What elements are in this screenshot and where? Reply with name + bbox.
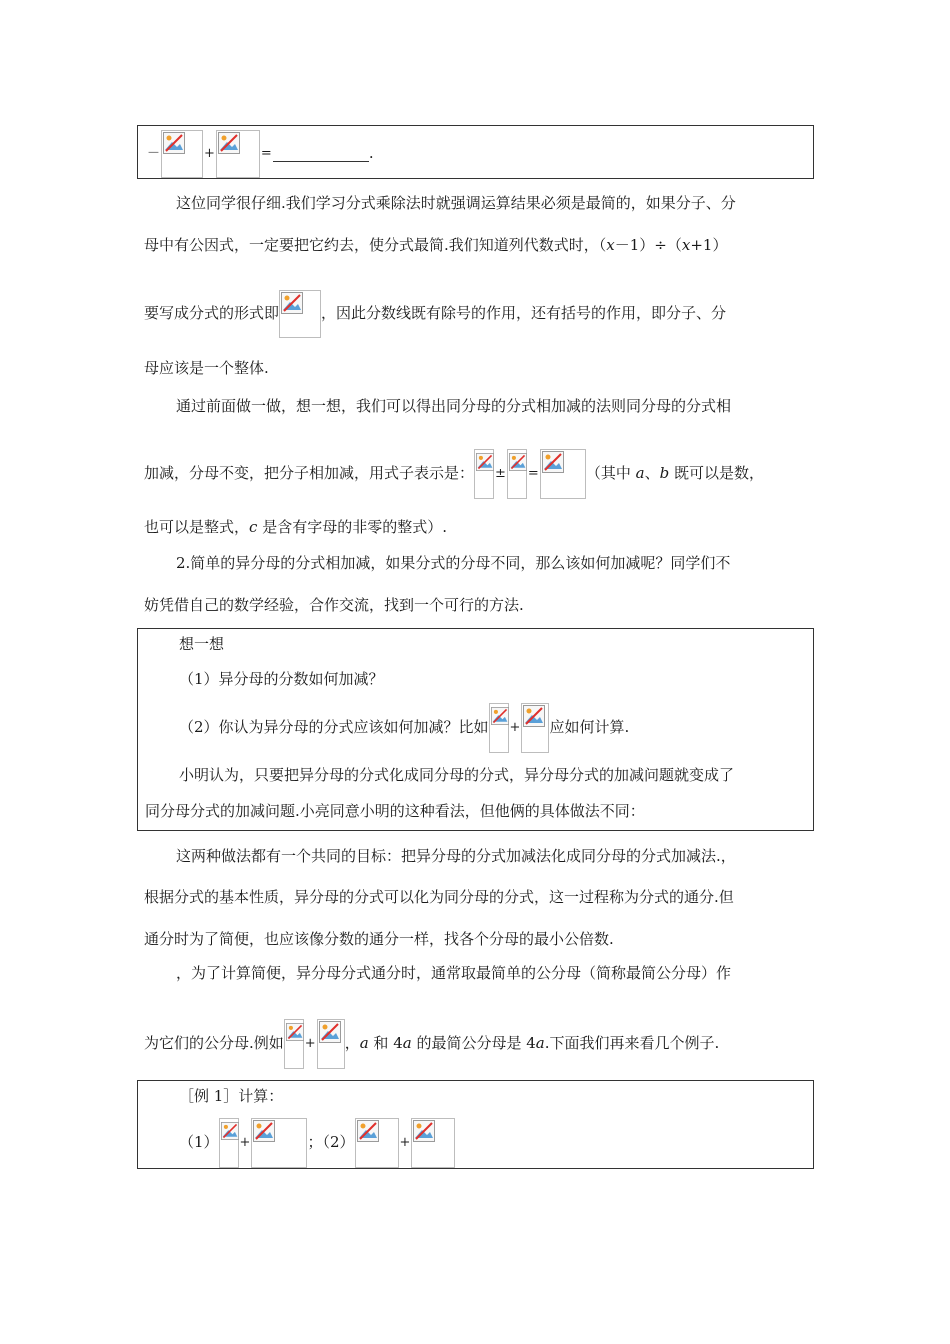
answer-blank (273, 147, 369, 162)
expression-box (137, 125, 814, 179)
fraction-image (161, 130, 203, 178)
p2-line3: 也可以是整式，c 是含有字母的非零的整式）. (144, 518, 447, 536)
minus-sign: － (147, 146, 161, 161)
question-1: （1）异分母的分数如何加减？ (179, 670, 384, 688)
equals-sign: = (260, 146, 272, 161)
plus-sign: + (399, 1135, 411, 1150)
period: . (368, 144, 374, 162)
fraction-image (284, 1019, 304, 1069)
p1-line1: 这位同学很仔细.我们学习分式乘除法时就强调运算结果必须是最简的，如果分子、分 (176, 194, 736, 212)
plus-sign: + (509, 720, 521, 735)
think-title: 想一想 (179, 635, 225, 653)
think-line4: 小明认为，只要把异分母的分式化成同分母的分式，异分母分式的加减问题就变成了 (179, 766, 735, 784)
think-line5: 同分母分式的加减问题.小亮同意小明的这种看法，但他俩的具体做法不同： (145, 802, 645, 820)
example-problems: （1） + ；（2） + (179, 1117, 455, 1168)
fraction-image (521, 703, 549, 753)
expression-line (146, 130, 374, 178)
p4-line2: 根据分式的基本性质，异分母的分式可以化为同分母的分式，这一过程称为分式的通分.但 (144, 888, 734, 906)
plus-sign: + (239, 1135, 251, 1150)
think-box (137, 628, 814, 831)
example-title: ［例 1］计算： (179, 1087, 284, 1105)
fraction-image (540, 449, 586, 499)
plus-minus-sign: ± (495, 466, 506, 481)
p2-line2: 加减，分母不变，把分子相加减，用式子表示是： ± = （其中 a、b 既可以是数， (144, 448, 764, 499)
p2-line1: 通过前面做一做，想一想，我们可以得出同分母的分式相加减的法则同分母的分式相 (176, 397, 732, 415)
p4-line1: 这两种做法都有一个共同的目标：把异分母的分式加减法化成同分母的分式加减法.， (176, 847, 736, 865)
plus-sign: + (304, 1036, 316, 1051)
fraction-image (507, 449, 527, 499)
fraction-image (251, 1118, 307, 1168)
p1-line3: 要写成分式的形式即 ，因此分数线既有除号的作用，还有括号的作用，即分子、分 (144, 289, 726, 338)
equals-sign: = (527, 466, 539, 481)
fraction-image (219, 1118, 239, 1168)
fraction-image (411, 1118, 455, 1168)
question-2: （2）你认为异分母的分式应该如何加减？比如 + 应如何计算. (179, 702, 629, 753)
p3-line2: 妨凭借自己的数学经验，合作交流，找到一个可行的方法. (144, 596, 524, 614)
fraction-image (216, 130, 260, 178)
fraction-image (317, 1019, 345, 1069)
p5-line1: ，为了计算简便，异分母分式通分时，通常取最简单的公分母（简称最简公分母）作 (176, 964, 732, 982)
p1-line4: 母应该是一个整体. (144, 359, 269, 377)
p1-line2: 母中有公因式，一定要把它约去，使分式最简.我们知道列代数式时，（x－1）÷（x+1） (144, 236, 728, 254)
fraction-image (474, 449, 494, 499)
p4-line3: 通分时为了简便，也应该像分数的通分一样，找各个分母的最小公倍数. (144, 930, 614, 948)
example-box (137, 1080, 814, 1169)
fraction-image (489, 703, 509, 753)
fraction-image (279, 290, 321, 338)
p5-line2: 为它们的公分母.例如 + ，a 和 4a 的最简公分母是 4a.下面我们再来看几个例子. (144, 1018, 719, 1069)
fraction-image (355, 1118, 399, 1168)
plus-sign: + (204, 146, 215, 161)
p3-line1: 2.简单的异分母的分式相加减，如果分式的分母不同，那么该如何加减呢？同学们不 (176, 554, 731, 572)
